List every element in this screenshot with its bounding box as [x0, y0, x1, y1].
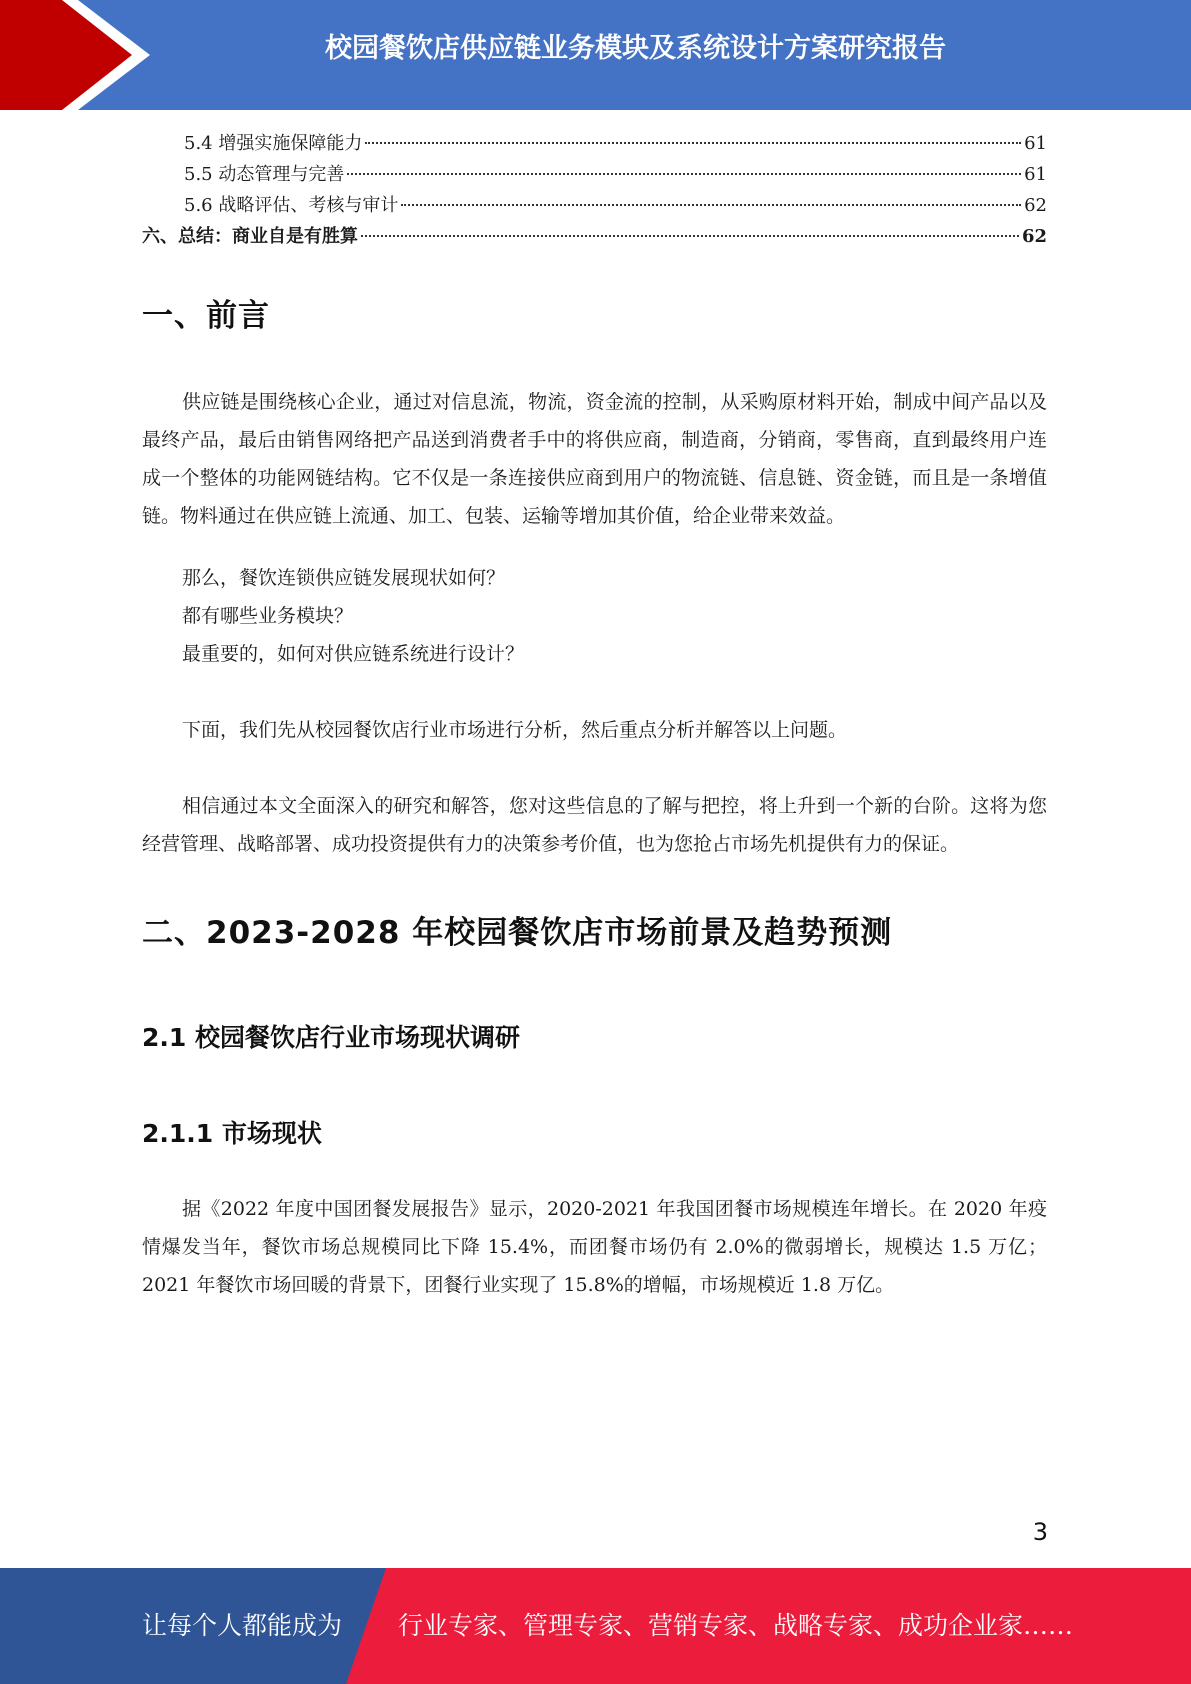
toc-entry[interactable]: [142, 221, 1047, 252]
section-heading-market-outlook: 二、2023-2028 年校园餐饮店市场前景及趋势预测: [142, 915, 893, 951]
paragraph: 据《2022 年度中国团餐发展报告》显示，2020-2021 年我国团餐市场规模连年增长。在 2020 年疫情爆发当年，餐饮市场总规模同比下降 15.4%，而团餐市场仍有 2.0%的微弱增长，规模达 1.5 万亿；2021 年餐饮市场回暖的背景下，团餐行业实现了 15.8%的增幅，市场规模近 1.8 万亿。: [142, 1198, 1047, 1296]
table-of-contents: [142, 128, 1047, 252]
paragraph: 供应链是围绕核心企业，通过对信息流，物流，资金流的控制，从采购原材料开始，制成中间产品以及最终产品，最后由销售网络把产品送到消费者手中的将供应商，制造商，分销商，零售商，直到最终用户连成一个整体的功能网链结构。它不仅是一条连接供应商到用户的物流链、信息链、资金链，而且是一条增值链。物料通过在供应链上流通、加工、包装、运输等增加其价值，给企业带来效益。: [142, 391, 1047, 527]
page-header: [0, 0, 1191, 110]
paragraph: 相信通过本文全面深入的研究和解答，您对这些信息的了解与把控，将上升到一个新的台阶。这将为您经营管理、战略部署、成功投资提供有力的决策参考价值，也为您抢占市场先机提供有力的保证。: [142, 795, 1047, 855]
toc-entry-page: 62: [1024, 195, 1047, 216]
footer-slogan-left: 让每个人都能成为: [142, 1611, 343, 1640]
toc-leader-dots: [365, 142, 1021, 144]
page-number: 3: [1032, 1518, 1048, 1546]
paragraph: 下面，我们先从校园餐饮店行业市场进行分析，然后重点分析并解答以上问题。: [182, 719, 848, 741]
document-body: [142, 290, 1047, 1304]
subsection-heading: 2.1 校园餐饮店行业市场现状调研: [142, 1023, 520, 1052]
question-item: 最重要的，如何对供应链系统进行设计？: [182, 643, 525, 665]
toc-leader-dots: [347, 173, 1021, 175]
toc-entry-label: 5.4 增强实施保障能力: [184, 133, 363, 154]
toc-entry[interactable]: [142, 190, 1047, 221]
toc-entry-label: 5.5 动态管理与完善: [184, 164, 345, 185]
page-footer: [0, 1568, 1191, 1684]
toc-entry[interactable]: [142, 128, 1047, 159]
report-title: 校园餐饮店供应链业务模块及系统设计方案研究报告: [325, 33, 946, 64]
toc-entry-page: 61: [1024, 133, 1047, 154]
toc-entry-page: 62: [1021, 226, 1047, 247]
question-item: 都有哪些业务模块？: [182, 605, 354, 627]
toc-entry-label: 5.6 战略评估、考核与审计: [184, 195, 399, 216]
question-list: [142, 559, 1047, 673]
toc-entry-page: 61: [1024, 164, 1047, 185]
section-heading-preface: 一、前言: [142, 298, 270, 334]
footer-slogan-right: 行业专家、管理专家、营销专家、战略专家、成功企业家……: [398, 1611, 1074, 1640]
toc-leader-dots: [361, 235, 1019, 237]
toc-leader-dots: [401, 204, 1021, 206]
toc-entry[interactable]: [142, 159, 1047, 190]
toc-entry-label: 六、总结：商业自是有胜算: [142, 226, 358, 247]
question-item: 那么，餐饮连锁供应链发展现状如何？: [182, 567, 506, 589]
subsection-heading: 2.1.1 市场现状: [142, 1119, 322, 1148]
